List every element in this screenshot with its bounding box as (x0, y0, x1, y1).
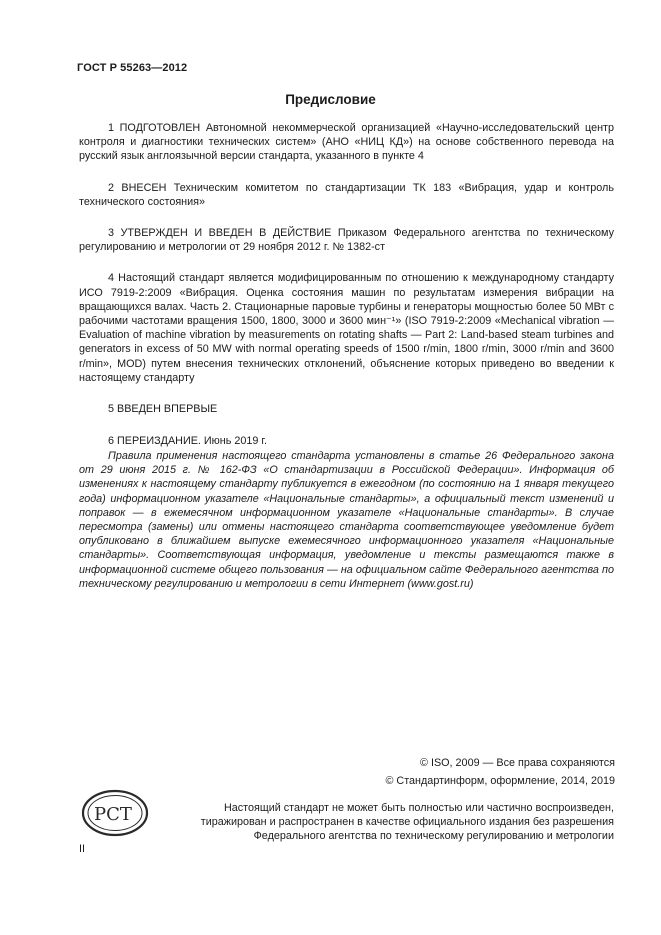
reproduction-restriction: Настоящий стандарт не может быть полностью или частично воспроизведен, тиражирован и распространен в качестве официального издания без разрешения Федерального агентства по техническому регулированию и метрологии (200, 802, 614, 843)
logo-text: РСТ (94, 804, 132, 825)
preface-item-5: 5 ВВЕДЕН ВПЕРВЫЕ (108, 403, 218, 416)
preface-item-1: 1 ПОДГОТОВЛЕН Автономной некоммерческой организацией «Научно-исследовательский центр контроля и диагностики технических систем» (АНО «НИЦ КД») на основе собственного перевода на русский язык англоязычной версии стандарта, указанного в пункте 4 (79, 122, 614, 163)
page-number: II (79, 843, 85, 855)
preface-item-3: 3 УТВЕРЖДЕН И ВВЕДЕН В ДЕЙСТВИЕ Приказом Федерального агентства по техническому регулированию и метрологии от 29 ноября 2012 г. № 1382-ст (79, 227, 614, 254)
rst-logo-icon (80, 788, 150, 838)
copyright-iso: © ISO, 2009 — Все права сохраняются (420, 757, 615, 769)
preface-item-4: 4 Настоящий стандарт является модифицированным по отношению к международному стандарту ИСО 7919-2:2009 «Вибрация. Оценка состояния машин по результатам измерения вибрации на вращающихся валах. Часть 2. Стационарные паровые турбины и генераторы мощностью более 50 МВт с рабочими частотами вращения 1500, 1800, 3000 и 3600 мин⁻¹» (ISO 7919-2:2009 «Mechanical vibration — Evaluation of machine vibration by measurements on rotating shafts — Part 2: Land-based steam turbines and generators in excess of 50 MW with normal operating speeds of 1500 r/min, 1800 r/min, 3000 r/min and 3600 r/min», MOD) путем внесения технических отклонений, объяснение которых приведено во введении к настоящему стандарту (79, 272, 614, 384)
copyright-standartinform: © Стандартинформ, оформление, 2014, 2019 (385, 775, 615, 787)
preface-item-6: 6 ПЕРЕИЗДАНИЕ. Июнь 2019 г. (108, 435, 268, 448)
usage-notice: Правила применения настоящего стандарта установлены в статье 26 Федерального закона от 29 июня 2015 г. № 162-ФЗ «О стандартизации в Российской Федерации». Информация об изменениях к настоящему стандарту публикуется в ежегодном (по состоянию на 1 января текущего года) информационном указателе «Национальные стандарты», а официальный текст изменений и поправок — в ежемесячном информационном указателе «Национальные стандарты». В случае пересмотра (замены) или отмены настоящего стандарта соответствующее уведомление будет опубликовано в ближайшем выпуске ежемесячного информационного указателя «Национальные стандарты». Соответствующая информация, уведомление и тексты размещаются также в информационной системе общего пользования — на официальном сайте Федерального агентства по техническому регулированию и метрологии в сети Интернет (www.gost.ru) (79, 450, 614, 590)
page-title: Предисловие (285, 92, 376, 107)
preface-item-2: 2 ВНЕСЕН Техническим комитетом по стандартизации ТК 183 «Вибрация, удар и контроль технического состояния» (79, 181, 614, 208)
document-code: ГОСТ Р 55263—2012 (77, 62, 188, 74)
preface-body (79, 121, 614, 465)
